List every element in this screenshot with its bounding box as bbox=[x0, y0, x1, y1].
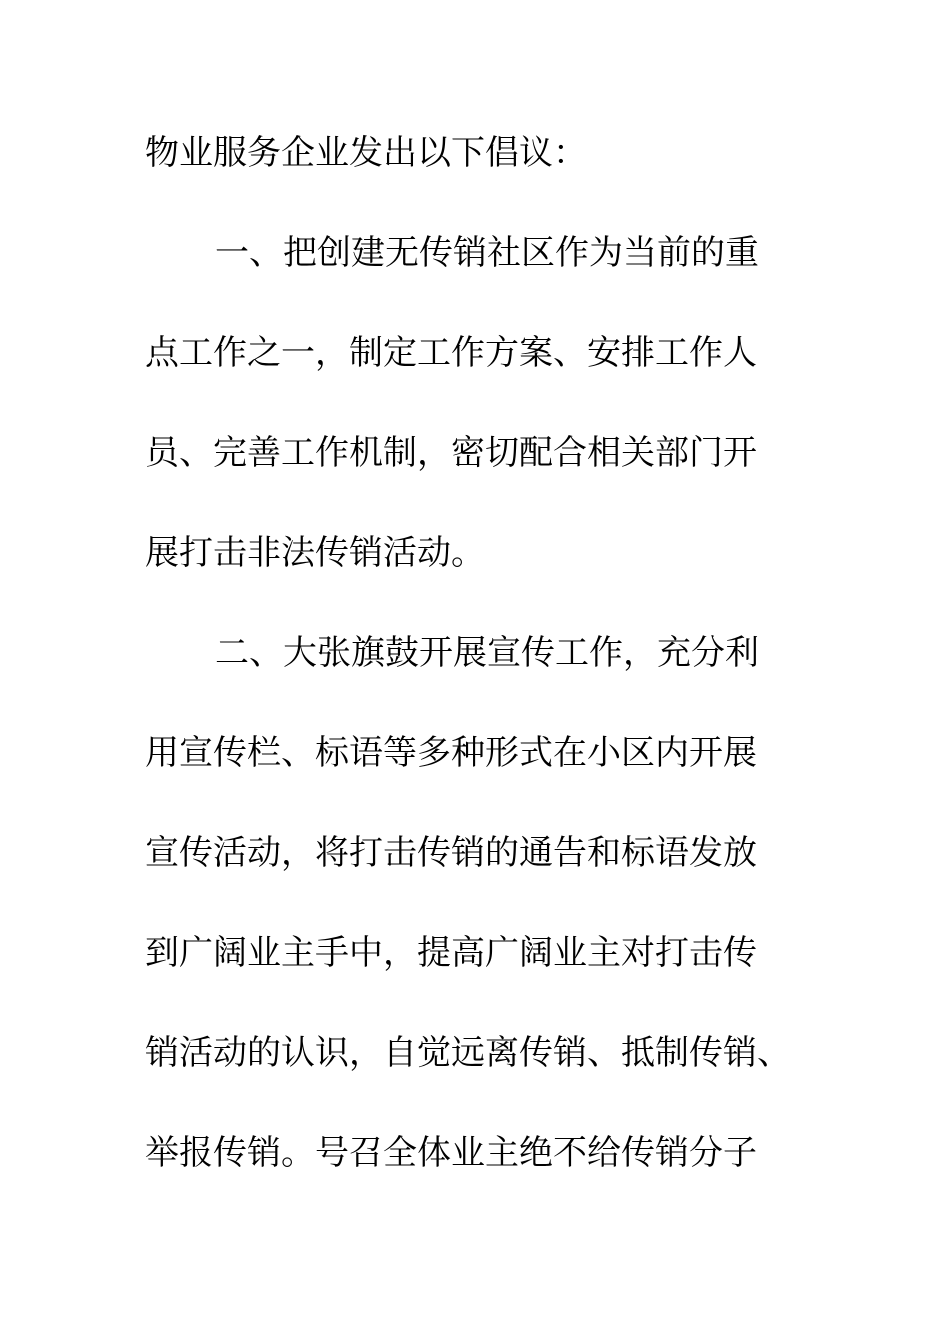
text-line: 点工作之一，制定工作方案、安排工作人 bbox=[145, 333, 757, 373]
paragraph-2-start: 二、大张旗鼓开展宣传工作，充分利 bbox=[215, 633, 759, 673]
text-line: 举报传销。号召全体业主绝不给传销分子 bbox=[145, 1133, 757, 1173]
text-line: 销活动的认识，自觉远离传销、抵制传销、 bbox=[145, 1033, 791, 1073]
paragraph-1-start: 一、把创建无传销社区作为当前的重 bbox=[215, 233, 759, 273]
text-line: 宣传活动，将打击传销的通告和标语发放 bbox=[145, 833, 757, 873]
text-line: 用宣传栏、标语等多种形式在小区内开展 bbox=[145, 733, 757, 773]
text-line: 员、完善工作机制，密切配合相关部门开 bbox=[145, 433, 757, 473]
text-line: 物业服务企业发出以下倡议： bbox=[145, 133, 587, 173]
text-line: 到广阔业主手中，提高广阔业主对打击传 bbox=[145, 933, 757, 973]
text-line: 展打击非法传销活动。 bbox=[145, 533, 485, 573]
